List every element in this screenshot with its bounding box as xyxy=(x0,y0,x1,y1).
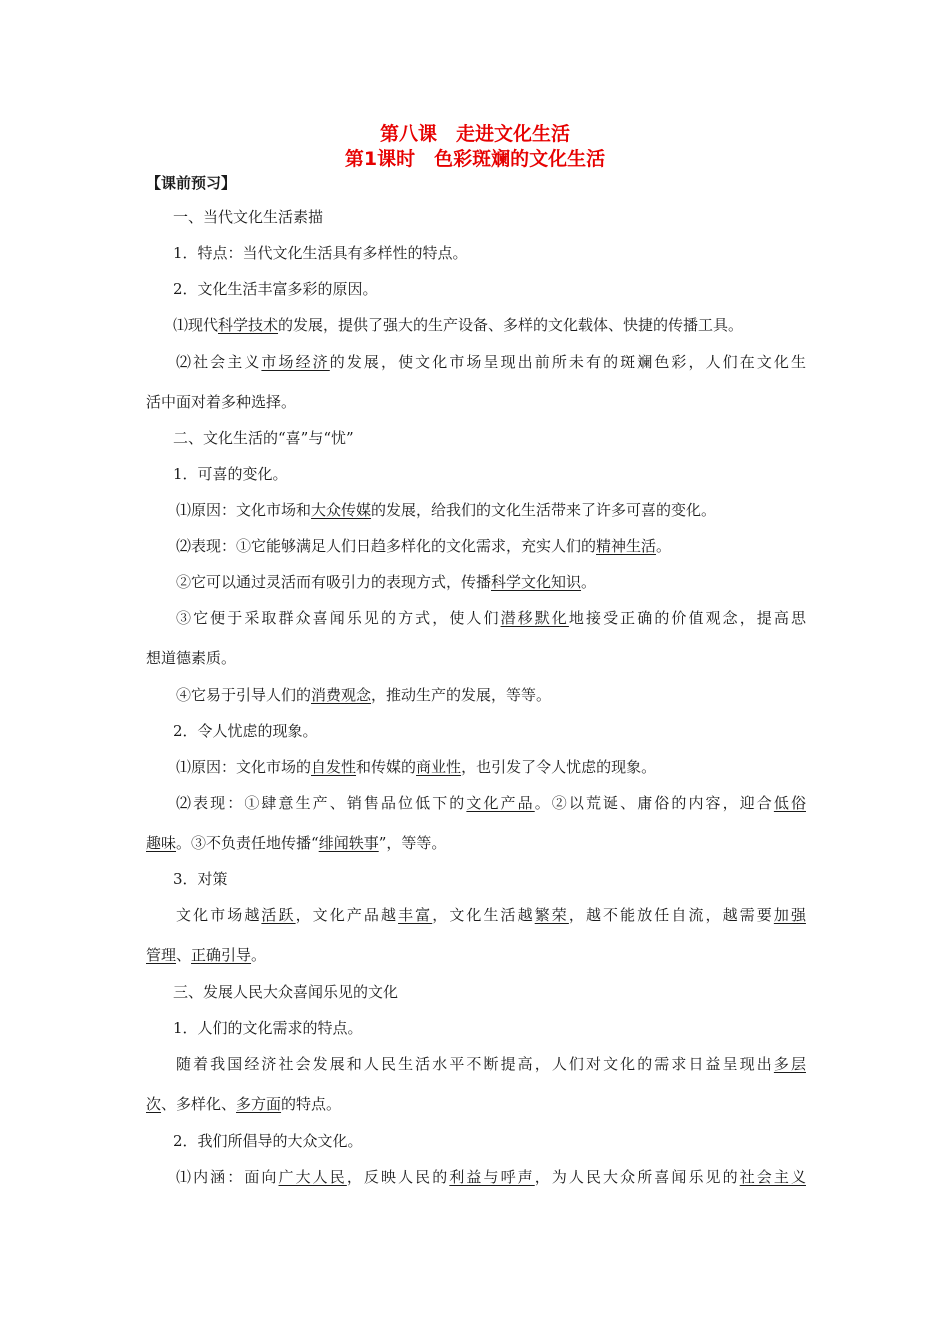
paragraph xyxy=(176,757,656,777)
section-1-heading: 一、当代文化生活素描 xyxy=(173,208,324,226)
underlined-answer: 管理 xyxy=(146,946,177,964)
underlined-answer: 消费观念 xyxy=(311,686,372,704)
text: 。 xyxy=(581,573,597,591)
underlined-answer: 精神生活 xyxy=(596,537,657,555)
text: 和传媒的 xyxy=(356,758,417,776)
text: ，文化生活越 xyxy=(432,906,535,924)
text: 文化市场越 xyxy=(176,906,262,924)
text: ，文化产品越 xyxy=(295,906,399,924)
text: ⑵表现：①肆意生产、销售品位低下的 xyxy=(176,794,467,812)
underlined-answer: 市场经济 xyxy=(261,353,330,371)
text: 。 xyxy=(656,537,672,555)
text: ，越不能放任自流，越需要 xyxy=(568,906,774,924)
paragraph xyxy=(176,793,806,813)
underlined-answer: 商业性 xyxy=(416,758,462,776)
paragraph xyxy=(176,572,596,592)
text: ，反映人民的 xyxy=(346,1168,450,1186)
underlined-answer: 利益与呼声 xyxy=(449,1168,535,1186)
underlined-answer: 广大人民 xyxy=(278,1168,347,1186)
text: ③它便于采取群众喜闻乐见的方式，使人们 xyxy=(176,609,501,627)
text: ”，等等。 xyxy=(378,834,447,852)
paragraph: 1．可喜的变化。 xyxy=(173,465,288,483)
underlined-answer: 低俗 xyxy=(773,794,806,812)
underlined-answer: 绯闻轶事 xyxy=(318,834,379,852)
underlined-answer: 丰富 xyxy=(398,906,433,924)
text: ，也引发了令人忧虑的现象。 xyxy=(461,758,657,776)
paragraph: 3．对策 xyxy=(173,870,228,888)
paragraph xyxy=(176,500,716,520)
text: 的发展，提供了强大的生产设备、多样的文化载体、快捷的传播工具。 xyxy=(278,316,744,334)
text: ⑵社会主义 xyxy=(176,353,262,371)
text: 的发展，给我们的文化生活带来了许多可喜的变化。 xyxy=(371,501,717,519)
text: 、 xyxy=(176,946,192,964)
text: 。②以荒诞、庸俗的内容，迎合 xyxy=(534,794,774,812)
text: ⑴原因：文化市场的 xyxy=(176,758,312,776)
text: ⑴现代 xyxy=(173,316,219,334)
underlined-answer: 多层 xyxy=(773,1055,806,1073)
paragraph xyxy=(176,352,806,372)
paragraph: 1．特点：当代文化生活具有多样性的特点。 xyxy=(173,244,468,262)
underlined-answer: 正确引导 xyxy=(191,946,252,964)
paragraph: 2．我们所倡导的大众文化。 xyxy=(173,1132,363,1150)
section-3-heading: 三、发展人民大众喜闻乐见的文化 xyxy=(173,983,399,1001)
paragraph xyxy=(146,1094,341,1114)
text: 地接受正确的价值观念，提高思 xyxy=(568,609,806,627)
text: ④它易于引导人们的 xyxy=(176,686,312,704)
section-tag: 【课前预习】 xyxy=(146,174,237,192)
text: 、多样化、 xyxy=(161,1095,237,1113)
underlined-answer: 自发性 xyxy=(311,758,357,776)
underlined-answer: 繁荣 xyxy=(534,906,569,924)
period-title: 第1课时 色彩斑斓的文化生活 xyxy=(344,148,606,170)
underlined-answer: 加强 xyxy=(773,906,806,924)
paragraph xyxy=(146,945,266,965)
underlined-answer: 趣味 xyxy=(146,834,177,852)
underlined-answer: 科学技术 xyxy=(218,316,279,334)
paragraph xyxy=(176,905,806,925)
text: 。③不负责任地传播“ xyxy=(176,834,319,852)
text: 的发展，使文化市场呈现出前所未有的斑斓色彩，人们在文化生 xyxy=(329,353,806,371)
text: ，推动生产的发展，等等。 xyxy=(371,686,552,704)
paragraph xyxy=(173,315,743,335)
text: ⑴原因：文化市场和 xyxy=(176,501,312,519)
paragraph: 2．文化生活丰富多彩的原因。 xyxy=(173,280,378,298)
paragraph xyxy=(176,1054,806,1074)
underlined-answer: 文化产品 xyxy=(466,794,535,812)
underlined-answer: 大众传媒 xyxy=(311,501,372,519)
text: 的特点。 xyxy=(281,1095,342,1113)
text: ⑴内涵：面向 xyxy=(176,1168,279,1186)
underlined-answer: 次 xyxy=(146,1095,162,1113)
text: ⑵表现：①它能够满足人们日趋多样化的文化需求，充实人们的 xyxy=(176,537,597,555)
paragraph: 1．人们的文化需求的特点。 xyxy=(173,1019,363,1037)
paragraph xyxy=(146,833,446,853)
text: ②它可以通过灵活而有吸引力的表现方式，传播 xyxy=(176,573,492,591)
paragraph: 活中面对着多种选择。 xyxy=(146,393,297,411)
paragraph xyxy=(176,685,551,705)
underlined-answer: 活跃 xyxy=(261,906,296,924)
paragraph xyxy=(176,536,671,556)
section-2-heading: 二、文化生活的“喜”与“忧” xyxy=(173,429,354,447)
text: ，为人民大众所喜闻乐见的 xyxy=(534,1168,740,1186)
text: 。 xyxy=(251,946,267,964)
paragraph xyxy=(176,608,806,628)
underlined-answer: 多方面 xyxy=(236,1095,282,1113)
paragraph xyxy=(176,1167,806,1187)
underlined-answer: 潜移默化 xyxy=(500,609,569,627)
lesson-title: 第八课 走进文化生活 xyxy=(379,123,570,145)
underlined-answer: 社会主义 xyxy=(739,1168,806,1186)
underlined-answer: 科学文化知识 xyxy=(491,573,582,591)
text: 随着我国经济社会发展和人民生活水平不断提高，人们对文化的需求日益呈现出 xyxy=(176,1055,774,1073)
paragraph: 2．令人忧虑的现象。 xyxy=(173,722,318,740)
paragraph: 想道德素质。 xyxy=(146,649,237,667)
